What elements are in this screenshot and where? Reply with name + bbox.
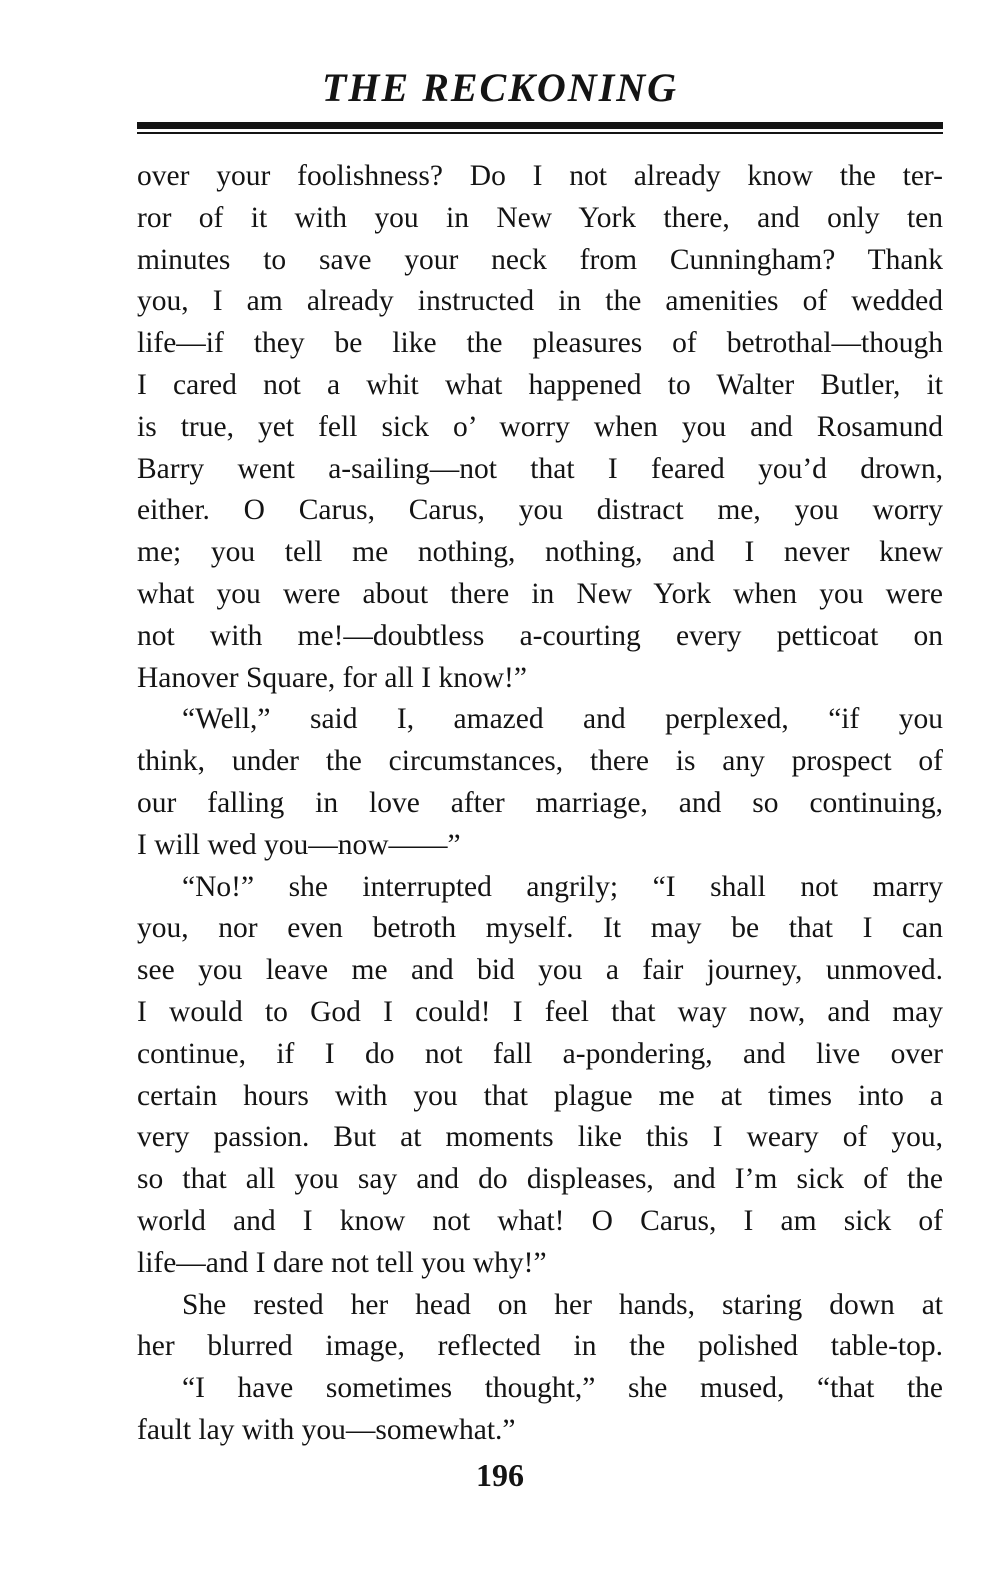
text-line: you, nor even betroth myself. It may be that I can — [137, 912, 943, 945]
text-line: not with me!—doubtless a-courting every petticoat on — [137, 619, 943, 652]
text-line: life—and I dare not tell you why!” — [137, 1246, 547, 1279]
text-line: She rested her head on her hands, staring down at — [182, 1288, 943, 1321]
body-text — [137, 156, 943, 1452]
text-line: ror of it with you in New York there, and only ten — [137, 201, 943, 234]
text-line: I would to God I could! I feel that way now, and may — [137, 995, 943, 1028]
text-line: either. O Carus, Carus, you distract me, you worry — [137, 494, 943, 527]
text-line: what you were about there in New York when you were — [137, 577, 943, 610]
text-line: life—if they be like the pleasures of betrothal—though — [137, 327, 943, 360]
text-line: think, under the circumstances, there is any prospect of — [137, 745, 943, 778]
header-rule-thin — [137, 132, 943, 134]
text-line: Hanover Square, for all I know!” — [137, 661, 527, 694]
text-line: continue, if I do not fall a-pondering, and live over — [137, 1037, 943, 1070]
text-line: certain hours with you that plague me at times into a — [137, 1079, 943, 1112]
page-number: 196 — [476, 1457, 524, 1493]
text-line: world and I know not what! O Carus, I am sick of — [137, 1204, 943, 1237]
text-line: her blurred image, reflected in the polished table-top. — [137, 1330, 943, 1363]
text-line: “I have sometimes thought,” she mused, “that the — [182, 1372, 943, 1405]
text-line: I will wed you—now——” — [137, 828, 461, 861]
text-line: minutes to save your neck from Cunningham? Thank — [137, 243, 943, 276]
text-line: “No!” she interrupted angrily; “I shall not marry — [182, 870, 943, 903]
text-line: Barry went a-sailing—not that I feared you’d drown, — [137, 452, 943, 485]
text-line: see you leave me and bid you a fair journey, unmoved. — [137, 954, 943, 987]
text-line: “Well,” said I, amazed and perplexed, “if you — [182, 703, 943, 736]
header-rule-thick — [137, 122, 943, 129]
text-line: our falling in love after marriage, and so continuing, — [137, 786, 943, 819]
text-line: so that all you say and do displeases, and I’m sick of the — [137, 1163, 943, 1196]
text-line: me; you tell me nothing, nothing, and I never knew — [137, 536, 943, 569]
text-line: very passion. But at moments like this I weary of you, — [137, 1121, 943, 1154]
text-line: is true, yet fell sick o’ worry when you and Rosamund — [137, 410, 943, 443]
text-line: over your foolishness? Do I not already know the ter- — [137, 160, 943, 192]
text-line: fault lay with you—somewhat.” — [137, 1413, 516, 1446]
text-line: I cared not a whit what happened to Walter Butler, it — [137, 368, 943, 401]
running-head-title: THE RECKONING — [321, 65, 679, 110]
text-line: you, I am already instructed in the amenities of wedded — [137, 285, 943, 318]
